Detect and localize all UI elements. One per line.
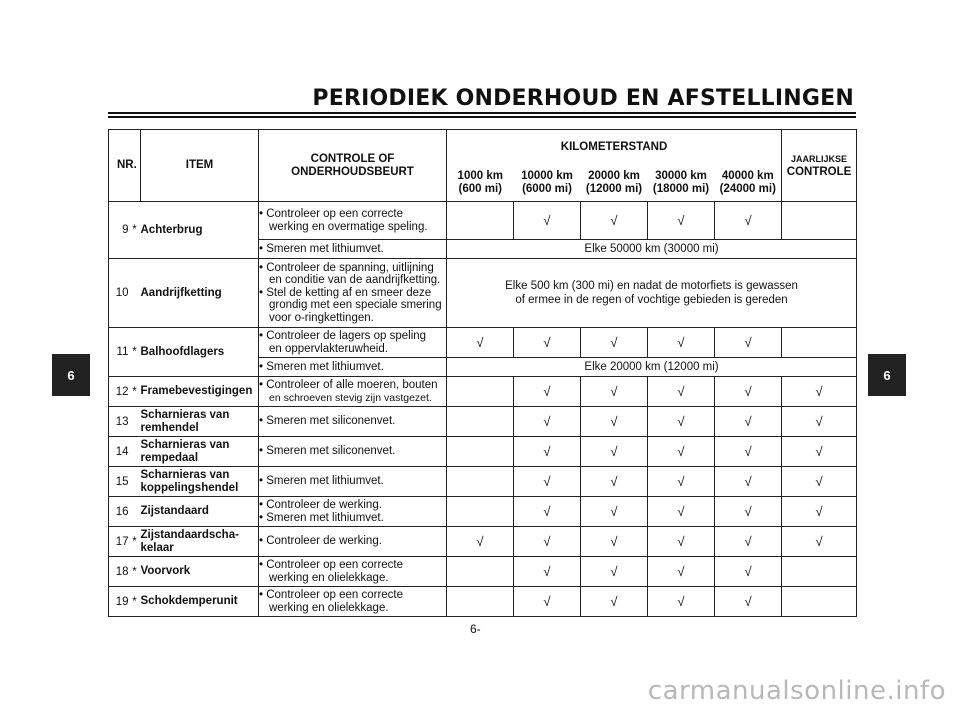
- header-interval-5: [715, 166, 782, 202]
- control-line: • Smeren met lithiumvet.: [259, 511, 384, 524]
- row-item: Balhoofdlagers: [141, 328, 259, 377]
- check-mark: √: [677, 564, 685, 579]
- yearly-cell: [782, 467, 857, 497]
- interval-km: 30000 km: [655, 170, 707, 183]
- yearly-cell: [782, 527, 857, 557]
- row-control: [259, 240, 447, 259]
- check-mark: √: [677, 414, 685, 429]
- check-mark: √: [744, 444, 752, 459]
- control-line: • Smeren met lithiumvet.: [259, 242, 384, 255]
- header-interval-4: [648, 166, 715, 202]
- check-cell: [581, 437, 648, 467]
- row-star: [129, 437, 141, 467]
- control-line: • Controleer of alle moeren, bouten: [259, 379, 438, 391]
- table-row-13: [109, 407, 857, 437]
- check-mark: √: [677, 594, 685, 609]
- title-rule-bottom: [108, 116, 856, 118]
- yearly-cell: [782, 202, 857, 240]
- check-mark: √: [815, 504, 823, 519]
- interval-mi: (6000 mi): [522, 183, 572, 196]
- control-line: • Smeren met siliconenvet.: [259, 415, 396, 428]
- control-line: • Smeren met lithiumvet.: [259, 360, 384, 373]
- check-cell: [447, 467, 514, 497]
- row-star: [129, 407, 141, 437]
- row-star: *: [129, 328, 141, 377]
- control-line: • Smeren met siliconenvet.: [259, 445, 396, 458]
- title-rule-top: [108, 112, 856, 114]
- row-number: 11: [109, 328, 129, 377]
- table-row-14: [109, 437, 857, 467]
- check-cell: [447, 407, 514, 437]
- check-mark: √: [744, 534, 752, 549]
- check-mark: √: [744, 335, 752, 350]
- check-cell: [447, 557, 514, 587]
- table-row-17: [109, 527, 857, 557]
- chapter-tab-right: [868, 354, 906, 396]
- item-line: kelaar: [140, 541, 174, 554]
- row-control: [259, 437, 447, 467]
- item-line: Scharnieras van: [140, 438, 230, 451]
- item-line: Scharnieras van: [140, 408, 230, 421]
- control-line: en conditie van de aandrijfketting.: [269, 274, 441, 287]
- check-mark: √: [744, 594, 752, 609]
- check-mark: √: [543, 444, 551, 459]
- check-mark: √: [610, 444, 618, 459]
- check-cell: [715, 587, 782, 617]
- check-mark: √: [744, 504, 752, 519]
- row-star: [129, 497, 141, 527]
- table-row-19: [109, 587, 857, 617]
- chapter-number: 6: [67, 367, 75, 383]
- interval-text: [447, 259, 857, 328]
- check-cell: [581, 497, 648, 527]
- check-mark: √: [677, 474, 685, 489]
- row-item: Framebevestigingen: [141, 377, 259, 407]
- check-mark: √: [610, 474, 618, 489]
- page-title: PERIODIEK ONDERHOUD EN AFSTELLINGEN: [312, 86, 854, 111]
- check-mark: √: [543, 564, 551, 579]
- interval-text: Elke 50000 km (30000 mi): [447, 240, 857, 259]
- control-line: voor o-ringkettingen.: [269, 311, 374, 324]
- check-mark: √: [476, 534, 484, 549]
- header-row-1: [109, 130, 857, 166]
- control-line: • Controleer op een correcte: [259, 559, 404, 571]
- yearly-cell: [782, 437, 857, 467]
- interval-line: of ermee in de regen of vochtige gebieden is gereden: [515, 294, 788, 306]
- item-line: remhendel: [140, 421, 199, 434]
- interval-mi: (18000 mi): [652, 183, 710, 196]
- watermark: carmanualsonline.info: [647, 676, 946, 706]
- header-item: ITEM: [141, 130, 259, 202]
- check-mark: √: [744, 384, 752, 399]
- check-cell: [514, 407, 581, 437]
- item-line: Scharnieras van: [140, 468, 230, 481]
- control-line: werking en overmatige speling.: [269, 220, 428, 233]
- table-row-12: [109, 377, 857, 407]
- row-item: [141, 527, 259, 557]
- check-cell: [447, 437, 514, 467]
- row-item: Achterbrug: [141, 202, 259, 259]
- check-mark: √: [543, 534, 551, 549]
- row-control: [259, 202, 447, 240]
- row-number: 15: [109, 467, 129, 497]
- row-item: Voorvork: [141, 557, 259, 587]
- interval-mi: (24000 mi): [719, 183, 776, 196]
- row-number: 16: [109, 497, 129, 527]
- check-cell: [648, 497, 715, 527]
- check-cell: [715, 497, 782, 527]
- header-yearly-line1: JAARLIJKSE: [791, 153, 848, 164]
- chapter-number: 6: [883, 367, 891, 383]
- check-mark: √: [744, 564, 752, 579]
- interval-mi: (12000 mi): [585, 183, 643, 196]
- check-cell: [581, 202, 648, 240]
- interval-km: 20000 km: [588, 170, 640, 183]
- check-cell: [447, 377, 514, 407]
- header-control-line1: CONTROLE OF: [310, 152, 395, 165]
- check-mark: √: [543, 504, 551, 519]
- check-mark: √: [610, 335, 618, 350]
- item-line: rempedaal: [140, 451, 199, 464]
- check-cell: [648, 202, 715, 240]
- check-cell: [715, 202, 782, 240]
- check-mark: √: [543, 384, 551, 399]
- check-mark: √: [677, 444, 685, 459]
- row-item: Zijstandaard: [141, 497, 259, 527]
- check-cell: [715, 377, 782, 407]
- row-number: 19: [109, 587, 129, 617]
- check-cell: [648, 437, 715, 467]
- check-cell: [648, 527, 715, 557]
- check-cell: [514, 328, 581, 358]
- yearly-cell: [782, 377, 857, 407]
- check-mark: √: [744, 414, 752, 429]
- table-row-18: [109, 557, 857, 587]
- check-cell: [648, 587, 715, 617]
- control-line: en schroeven stevig zijn vastgezet.: [269, 391, 432, 404]
- check-cell: [514, 587, 581, 617]
- control-line: en oppervlakteruwheid.: [269, 342, 388, 355]
- check-cell: [447, 497, 514, 527]
- check-mark: √: [543, 474, 551, 489]
- yearly-cell: [782, 587, 857, 617]
- interval-km: 1000 km: [457, 170, 503, 183]
- check-cell: [514, 377, 581, 407]
- check-cell: [581, 407, 648, 437]
- check-mark: √: [543, 213, 551, 228]
- check-cell: [715, 527, 782, 557]
- yearly-cell: [782, 407, 857, 437]
- item-line: Zijstandaardscha-: [140, 528, 239, 541]
- row-control: [259, 557, 447, 587]
- table-row-11a: [109, 328, 857, 358]
- check-mark: √: [815, 414, 823, 429]
- control-line: • Controleer op een correcte: [259, 208, 404, 220]
- table-row-15: [109, 467, 857, 497]
- check-mark: √: [610, 594, 618, 609]
- control-line: • Controleer op een correcte: [259, 589, 404, 601]
- interval-km: 10000 km: [521, 170, 573, 183]
- check-mark: √: [543, 414, 551, 429]
- yearly-cell: [782, 497, 857, 527]
- row-item: Schokdemperunit: [141, 587, 259, 617]
- check-mark: √: [744, 474, 752, 489]
- header-interval-3: [581, 166, 648, 202]
- check-cell: [715, 407, 782, 437]
- check-mark: √: [815, 474, 823, 489]
- check-cell: [581, 527, 648, 557]
- yearly-cell: [782, 328, 857, 358]
- row-number: 14: [109, 437, 129, 467]
- check-mark: √: [677, 335, 685, 350]
- check-cell: [648, 407, 715, 437]
- check-mark: √: [815, 534, 823, 549]
- check-mark: √: [610, 414, 618, 429]
- header-interval-1: [447, 166, 514, 202]
- control-line: • Controleer de werking.: [259, 499, 382, 511]
- check-mark: √: [610, 213, 618, 228]
- row-item: Aandrijfketting: [141, 259, 259, 328]
- page-number: 6-: [470, 622, 481, 636]
- check-cell: [447, 587, 514, 617]
- row-star: *: [129, 527, 141, 557]
- row-control: [259, 259, 447, 328]
- interval-km: 40000 km: [721, 170, 774, 183]
- row-control: [259, 407, 447, 437]
- check-mark: √: [610, 384, 618, 399]
- check-cell: [581, 328, 648, 358]
- check-cell: [514, 437, 581, 467]
- row-star: *: [129, 557, 141, 587]
- check-mark: √: [744, 213, 752, 228]
- check-cell: [715, 437, 782, 467]
- check-cell: [514, 497, 581, 527]
- row-control: [259, 527, 447, 557]
- row-number: 17: [109, 527, 129, 557]
- check-mark: √: [543, 594, 551, 609]
- table-row-9a: [109, 202, 857, 240]
- row-number: 13: [109, 407, 129, 437]
- check-mark: √: [543, 335, 551, 350]
- check-cell: [648, 377, 715, 407]
- maintenance-table: [108, 129, 857, 617]
- row-item: [141, 437, 259, 467]
- row-control: [259, 467, 447, 497]
- header-nr: NR.: [109, 130, 141, 202]
- chapter-tab-left: [52, 354, 90, 396]
- check-cell: [514, 202, 581, 240]
- control-line: grondig met een speciale smering: [269, 299, 442, 312]
- check-mark: √: [610, 504, 618, 519]
- header-kilometerstand: KILOMETERSTAND: [447, 130, 782, 166]
- control-line: • Smeren met lithiumvet.: [259, 475, 384, 488]
- row-control: [259, 358, 447, 377]
- row-star: *: [129, 587, 141, 617]
- row-star: *: [129, 377, 141, 407]
- control-line: • Stel de ketting af en smeer deze: [259, 286, 432, 299]
- check-cell: [581, 467, 648, 497]
- check-cell: [715, 467, 782, 497]
- interval-mi: (600 mi): [458, 183, 502, 196]
- control-line: werking en olielekkage.: [269, 571, 389, 584]
- header-interval-2: [514, 166, 581, 202]
- row-item: [141, 407, 259, 437]
- check-cell: [715, 557, 782, 587]
- row-control: [259, 328, 447, 358]
- check-cell: [581, 377, 648, 407]
- check-cell: [514, 557, 581, 587]
- row-number: 10: [109, 259, 129, 328]
- check-cell: [581, 557, 648, 587]
- row-star: [129, 467, 141, 497]
- row-star: *: [129, 202, 141, 259]
- table-row-16: [109, 497, 857, 527]
- header-control-line2: ONDERHOUDSBEURT: [291, 165, 414, 178]
- header-control: [259, 130, 447, 202]
- check-mark: √: [610, 534, 618, 549]
- check-cell: [715, 328, 782, 358]
- row-control: [259, 587, 447, 617]
- check-cell: [648, 557, 715, 587]
- check-cell: [648, 328, 715, 358]
- row-control: [259, 497, 447, 527]
- control-line: werking en olielekkage.: [269, 601, 389, 614]
- interval-line: Elke 500 km (300 mi) en nadat de motorfiets is gewassen: [505, 280, 798, 292]
- check-cell: [514, 527, 581, 557]
- check-mark: √: [610, 564, 618, 579]
- check-cell: [648, 467, 715, 497]
- header-yearly: [782, 130, 857, 202]
- check-cell: [514, 467, 581, 497]
- table-row-10: [109, 259, 857, 328]
- check-cell: [447, 527, 514, 557]
- check-cell: [581, 587, 648, 617]
- control-line: • Controleer de lagers op speling: [259, 330, 427, 342]
- check-mark: √: [476, 335, 484, 350]
- row-number: 9: [109, 202, 129, 259]
- check-cell: [447, 328, 514, 358]
- header-yearly-line2: CONTROLE: [786, 165, 852, 178]
- control-line: • Controleer de werking.: [259, 535, 382, 548]
- check-mark: √: [677, 213, 685, 228]
- yearly-cell: [782, 557, 857, 587]
- check-mark: √: [677, 384, 685, 399]
- row-number: 12: [109, 377, 129, 407]
- check-mark: √: [815, 444, 823, 459]
- check-mark: √: [815, 384, 823, 399]
- control-line: • Controleer de spanning, uitlijning: [259, 261, 434, 274]
- check-mark: √: [677, 534, 685, 549]
- row-item: [141, 467, 259, 497]
- interval-text: Elke 20000 km (12000 mi): [447, 358, 857, 377]
- row-number: 18: [109, 557, 129, 587]
- row-control: [259, 377, 447, 407]
- row-star: [129, 259, 141, 328]
- check-cell: [447, 202, 514, 240]
- check-mark: √: [677, 504, 685, 519]
- item-line: koppelingshendel: [140, 481, 239, 494]
